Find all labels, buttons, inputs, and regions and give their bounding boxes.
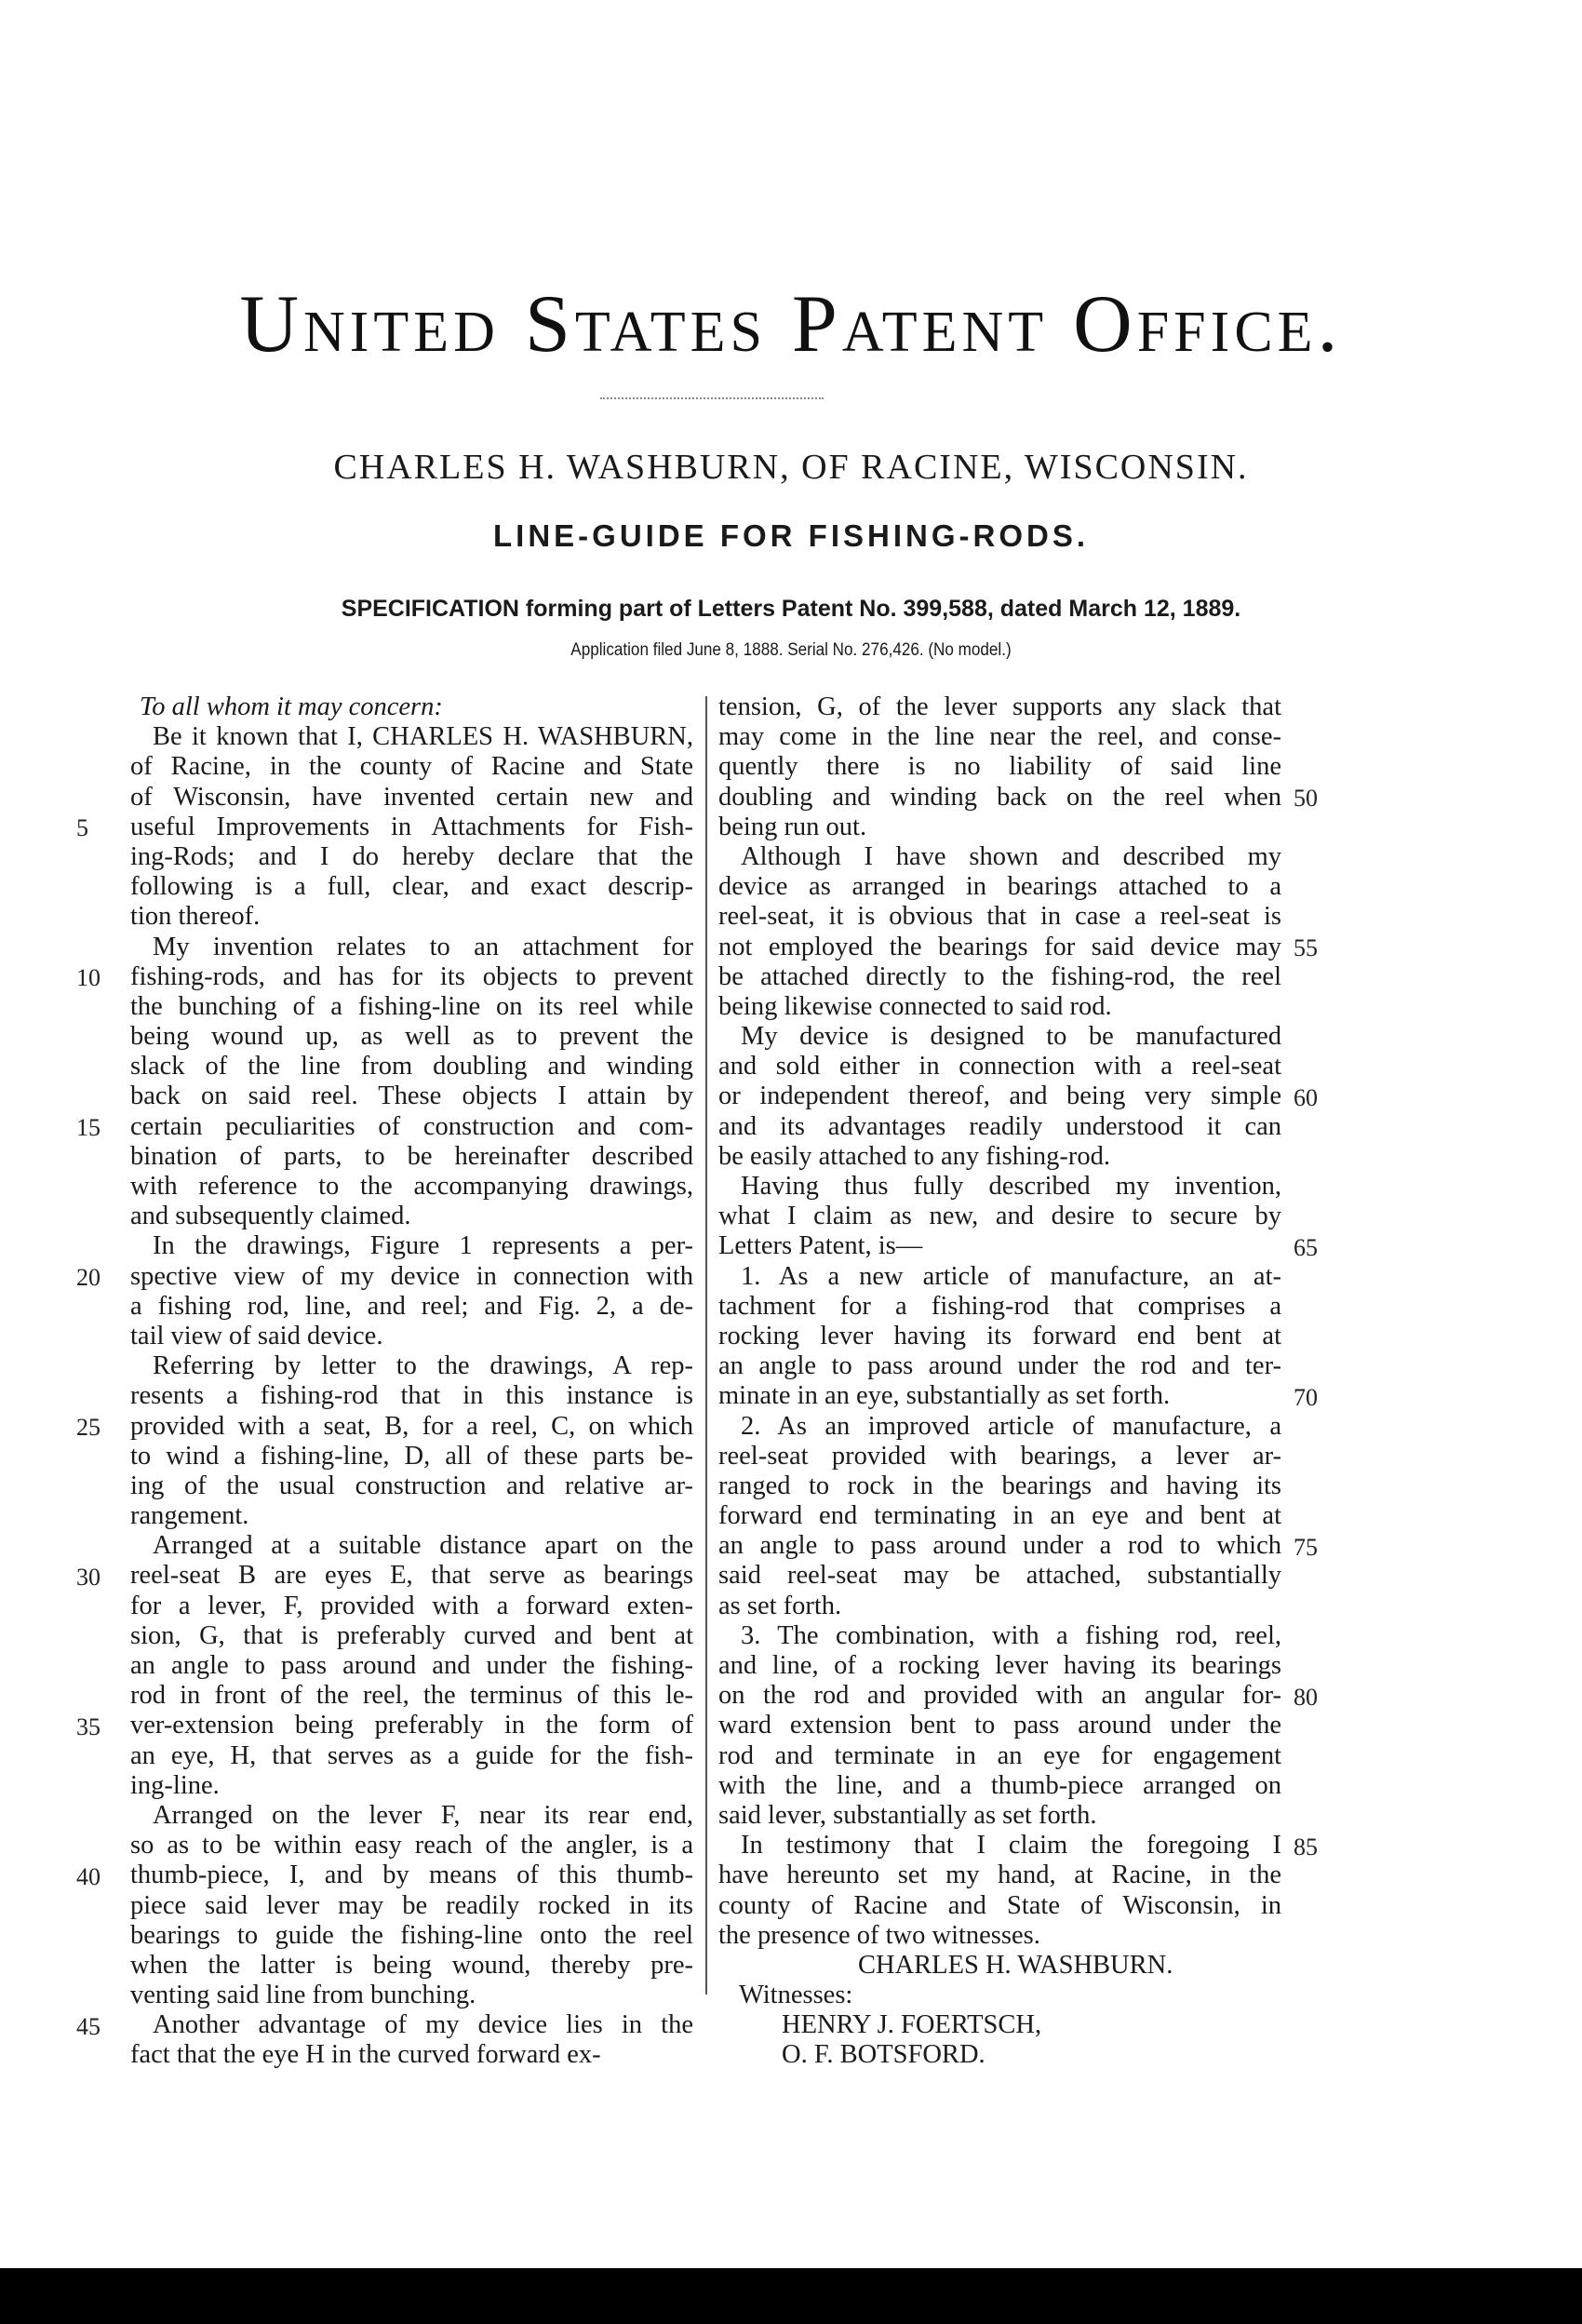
text-line: and subsequently claimed. bbox=[130, 1202, 411, 1231]
text-line: Be it known that I, CHARLES H. WASHBURN, bbox=[153, 722, 693, 752]
text-line: not employed the bearings for said device may bbox=[718, 932, 1281, 961]
text-line: My invention relates to an attachment for bbox=[153, 932, 693, 961]
line-number: 45 bbox=[76, 2012, 101, 2040]
text-line: being wound up, as well as to prevent the bbox=[130, 1022, 693, 1052]
text-line: county of Racine and State of Wisconsin, in bbox=[718, 1890, 1281, 1920]
text-line: resents a fishing-rod that in this instance is bbox=[130, 1381, 693, 1411]
text-line: spective view of my device in connection with bbox=[130, 1261, 693, 1291]
text-line: be easily attached to any fishing-rod. bbox=[718, 1141, 1111, 1171]
text-line: thumb-piece, I, and by means of this thumb- bbox=[130, 1861, 693, 1890]
line-number: 85 bbox=[1294, 1833, 1318, 1861]
text-line: rod in front of the reel, the terminus of this le- bbox=[130, 1681, 693, 1711]
text-line: the bunching of a fishing-line on its reel while bbox=[130, 991, 693, 1021]
text-line: 2. As an improved article of manufacture, a bbox=[741, 1411, 1281, 1441]
line-number: 80 bbox=[1294, 1683, 1318, 1711]
text-line: Having thus fully described my invention, bbox=[741, 1172, 1281, 1201]
text-line: minate in an eye, substantially as set forth. bbox=[718, 1381, 1171, 1411]
text-line: sion, G, that is preferably curved and bent at bbox=[130, 1620, 693, 1650]
text-line: and line, of a rocking lever having its bearings bbox=[718, 1651, 1281, 1680]
text-line: when the latter is being wound, thereby pre- bbox=[130, 1950, 693, 1980]
text-line: tension, G, of the lever supports any slack that bbox=[718, 692, 1281, 721]
text-line: Arranged on the lever F, near its rear end, bbox=[153, 1800, 693, 1830]
text-line: 3. The combination, with a fishing rod, reel, bbox=[741, 1620, 1281, 1650]
inventor-line: CHARLES H. WASHBURN, OF RACINE, WISCONSIN. bbox=[333, 448, 1249, 487]
text-line: ranged to rock in the bearings and having its bbox=[718, 1471, 1281, 1500]
text-line: and its advantages readily understood it can bbox=[718, 1111, 1281, 1141]
line-number: 15 bbox=[76, 1113, 101, 1141]
text-line: fact that the eye H in the curved forward ex- bbox=[130, 2040, 601, 2070]
line-number: 35 bbox=[76, 1713, 101, 1740]
text-line: ver-extension being preferably in the form of bbox=[130, 1711, 693, 1740]
text-line: of Wisconsin, have invented certain new and bbox=[130, 782, 693, 812]
witness-name: O. F. BOTSFORD. bbox=[782, 2040, 985, 2070]
line-number: 50 bbox=[1294, 784, 1318, 812]
text-line: tachment for a fishing-rod that comprises a bbox=[718, 1291, 1281, 1321]
text-line: In testimony that I claim the foregoing I bbox=[741, 1831, 1281, 1861]
text-line: with the line, and a thumb-piece arranged on bbox=[718, 1770, 1281, 1800]
text-line: said reel-seat may be attached, substantially bbox=[718, 1561, 1281, 1591]
text-line: tail view of said device. bbox=[130, 1321, 383, 1350]
text-line: with reference to the accompanying drawings, bbox=[130, 1172, 693, 1201]
text-line: Although I have shown and described my bbox=[741, 841, 1281, 871]
text-line: forward end terminating in an eye and bent at bbox=[718, 1501, 1281, 1531]
office-title: United States Patent Office. bbox=[239, 279, 1343, 369]
text-line: quently there is no liability of said line bbox=[718, 752, 1281, 782]
text-line: an angle to pass around under the rod and ter- bbox=[718, 1351, 1281, 1381]
text-line: an angle to pass around under a rod to which bbox=[718, 1531, 1281, 1561]
text-line: reel-seat provided with bearings, a lever ar- bbox=[718, 1441, 1281, 1471]
text-line: In the drawings, Figure 1 represents a per- bbox=[153, 1231, 693, 1261]
text-line: slack of the line from doubling and winding bbox=[130, 1052, 693, 1081]
text-line: to wind a fishing-line, D, all of these parts be- bbox=[130, 1441, 693, 1471]
text-line: 1. As a new article of manufacture, an at- bbox=[741, 1261, 1281, 1291]
text-line: reel-seat B are eyes E, that serve as bearings bbox=[130, 1561, 693, 1591]
specification-line: SPECIFICATION forming part of Letters Patent No. 399,588, dated March 12, 1889. bbox=[341, 596, 1241, 622]
text-line: tion thereof. bbox=[130, 902, 261, 932]
text-line: To all whom it may concern: bbox=[140, 692, 443, 721]
text-line: ing of the usual construction and relative ar- bbox=[130, 1471, 693, 1500]
text-line: piece said lever may be readily rocked in its bbox=[130, 1890, 693, 1920]
line-number: 55 bbox=[1294, 934, 1318, 961]
text-line: an eye, H, that serves as a guide for the fish- bbox=[130, 1740, 693, 1770]
column-divider bbox=[705, 696, 707, 1995]
text-line: a fishing rod, line, and reel; and Fig. 2, a de- bbox=[130, 1291, 693, 1321]
text-line: rocking lever having its forward end bent at bbox=[718, 1321, 1281, 1350]
line-number: 30 bbox=[76, 1563, 101, 1591]
text-line: certain peculiarities of construction and com- bbox=[130, 1111, 693, 1141]
text-line: for a lever, F, provided with a forward exten- bbox=[130, 1591, 693, 1620]
left-column bbox=[130, 692, 693, 2071]
witnesses-label: Witnesses: bbox=[739, 1981, 853, 2010]
text-line: Arranged at a suitable distance apart on the bbox=[153, 1531, 693, 1561]
line-number: 25 bbox=[76, 1413, 101, 1441]
text-line: ing-Rods; and I do hereby declare that the bbox=[130, 841, 693, 871]
text-line: being run out. bbox=[718, 812, 867, 841]
text-line: fishing-rods, and has for its objects to prevent bbox=[130, 961, 693, 991]
line-number: 20 bbox=[76, 1263, 101, 1291]
text-line: ing-line. bbox=[130, 1770, 220, 1800]
line-number: 5 bbox=[76, 813, 88, 841]
text-line: so as to be within easy reach of the angler, is a bbox=[130, 1831, 693, 1861]
text-line: ward extension bent to pass around under the bbox=[718, 1711, 1281, 1740]
text-line: on the rod and provided with an angular for- bbox=[718, 1681, 1281, 1711]
text-line: reel-seat, it is obvious that in case a reel-seat is bbox=[718, 902, 1281, 932]
line-number: 40 bbox=[76, 1862, 101, 1890]
text-line: be attached directly to the fishing-rod, the reel bbox=[718, 961, 1281, 991]
text-line: Letters Patent, is— bbox=[718, 1231, 923, 1261]
text-line: My device is designed to be manufactured bbox=[741, 1022, 1281, 1052]
text-line: device as arranged in bearings attached to a bbox=[718, 872, 1281, 902]
text-line: being likewise connected to said rod. bbox=[718, 991, 1112, 1021]
text-line: of Racine, in the county of Racine and State bbox=[130, 752, 693, 782]
patent-title: LINE-GUIDE FOR FISHING-RODS. bbox=[493, 518, 1089, 553]
text-line: and sold either in connection with a reel-seat bbox=[718, 1052, 1281, 1081]
text-line: rangement. bbox=[130, 1501, 249, 1531]
text-line: Referring by letter to the drawings, A rep- bbox=[153, 1351, 693, 1381]
right-column bbox=[718, 692, 1281, 2071]
witness-name: HENRY J. FOERTSCH, bbox=[782, 2010, 1042, 2040]
text-line: what I claim as new, and desire to secure by bbox=[718, 1202, 1281, 1231]
text-line: may come in the line near the reel, and conse- bbox=[718, 722, 1281, 752]
text-line: bination of parts, to be hereinafter described bbox=[130, 1141, 693, 1171]
scan-border-bar bbox=[0, 2268, 1582, 2324]
text-line: doubling and winding back on the reel when bbox=[718, 782, 1281, 812]
inventor-signature: CHARLES H. WASHBURN. bbox=[858, 1950, 1173, 1980]
text-line: as set forth. bbox=[718, 1591, 842, 1620]
text-line: or independent thereof, and being very simple bbox=[718, 1081, 1281, 1111]
text-line: an angle to pass around and under the fishing- bbox=[130, 1651, 693, 1680]
text-line: Another advantage of my device lies in the bbox=[153, 2010, 693, 2040]
text-line: useful Improvements in Attachments for Fish- bbox=[130, 812, 693, 841]
text-line: venting said line from bunching. bbox=[130, 1981, 476, 2010]
line-number: 75 bbox=[1294, 1533, 1318, 1561]
line-number: 65 bbox=[1294, 1233, 1318, 1261]
text-line: provided with a seat, B, for a reel, C, on which bbox=[130, 1411, 693, 1441]
line-number: 10 bbox=[76, 963, 101, 991]
text-line: bearings to guide the fishing-line onto the reel bbox=[130, 1920, 693, 1950]
text-line: have hereunto set my hand, at Racine, in the bbox=[718, 1861, 1281, 1890]
header-divider bbox=[600, 397, 824, 399]
line-number: 60 bbox=[1294, 1083, 1318, 1111]
text-line: back on said reel. These objects I attain by bbox=[130, 1081, 693, 1111]
line-number: 70 bbox=[1294, 1383, 1318, 1411]
application-line: Application filed June 8, 1888. Serial No. 276,426. (No model.) bbox=[570, 640, 1012, 660]
text-line: said lever, substantially as set forth. bbox=[718, 1800, 1097, 1830]
text-line: the presence of two witnesses. bbox=[718, 1920, 1040, 1950]
text-line: following is a full, clear, and exact descrip- bbox=[130, 872, 693, 902]
text-line: rod and terminate in an eye for engagement bbox=[718, 1740, 1281, 1770]
